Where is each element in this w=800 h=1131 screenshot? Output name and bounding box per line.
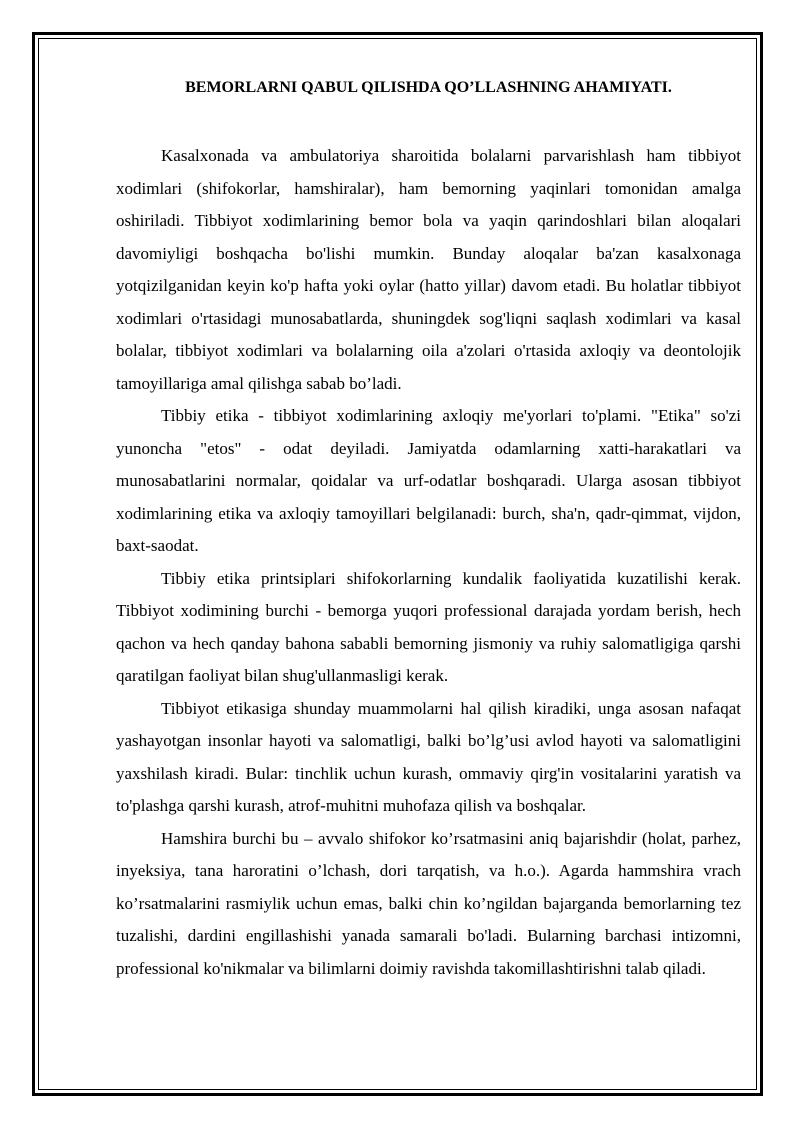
document-body [116,72,741,985]
title-spacer [116,104,741,140]
paragraph-5: Hamshira burchi bu – avvalo shifokor ko’rsatmasini aniq bajarishdir (holat, parhez, inyeksiya, tana haroratini o’lchash, dori tarqatish, va h.o.). Agarda hammshira vrach ko’rsatmalarini rasmiylik uchun emas, balki chin ko’ngildan bajarganda bemorlarning tez tuzalishi, dardini engillashishi yanada samarali bo'ladi. Bularning barchasi intizomni, professional ko'nikmalar va bilimlarni doimiy ravishda takomillashtirishni talab qiladi. [116,828,741,978]
document-title: BEMORLARNI QABUL QILISHDA QO’LLASHNING AHAMIYATI. [185,79,672,96]
paragraph-1: Kasalxonada va ambulatoriya sharoitida bolalarni parvarishlash ham tibbiyot xodimlari (shifokorlar, hamshiralar), ham bemorning yaqinlari tomonidan amalga oshiriladi. Tibbiyot xodimlarining bemor bola va yaqin qarindoshlari bilan aloqalari davomiyligi boshqacha bo'lishi mumkin. Bunday aloqalar ba'zan kasalxonaga yotqizilganidan keyin ko'p hafta yoki oylar (hatto yillar) davom etadi. Bu holatlar tibbiyot xodimlari o'rtasidagi munosabatlarda, shuningdek sog'liqni saqlash xodimlari va kasal bolalar, tibbiyot xodimlari va bolalarning oila a'zolari o'rtasida axloqiy va deontolojik tamoyillariga amal qilishga sabab bo’ladi. [116,146,741,393]
paragraph-3: Tibbiy etika printsiplari shifokorlarning kundalik faoliyatida kuzatilishi kerak. Tibbiyot xodimining burchi - bemorga yuqori professional darajada yordam berish, hech qachon va hech qanday bahona sababli bemorning jismoniy va ruhiy salomatligiga qarshi qaratilgan faoliyat bilan shug'ullanmasligi kerak. [116,568,741,685]
paragraph-2: Tibbiy etika - tibbiyot xodimlarining axloqiy me'yorlari to'plami. "Etika" so'zi yunoncha "etos" - odat deyiladi. Jamiyatda odamlarning xatti-harakatlari va munosabatlarini normalar, qoidalar va urf-odatlar boshqaradi. Ularga asosan tibbiyot xodimlarining etika va axloqiy tamoyillari belgilanadi: burch, sha'n, qadr-qimmat, vijdon, baxt-saodat. [116,406,741,555]
paragraph-4: Tibbiyot etikasiga shunday muammolarni hal qilish kiradiki, unga asosan nafaqat yashayotgan insonlar hayoti va salomatligi, balki bo’lg’usi avlod hayoti va salomatligini yaxshilash kiradi. Bular: tinchlik uchun kurash, ommaviy qirg'in vositalarini yaratish va to'plashga qarshi kurash, atrof-muhitni muhofaza qilish va boshqalar. [116,698,741,815]
